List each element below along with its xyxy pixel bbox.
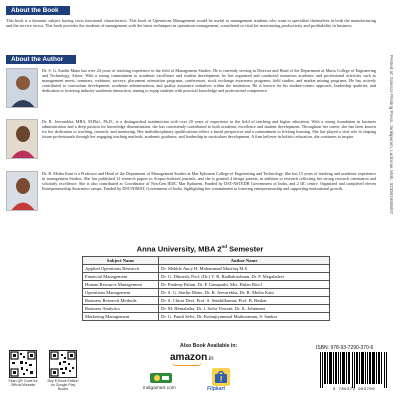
subject-cell: Business Analytics: [83, 305, 159, 313]
also-available-heading: Also Book Available in:: [180, 343, 238, 349]
table-row: [83, 265, 330, 273]
subject-cell: Human Resource Management: [83, 281, 159, 289]
author-bio: Dr. S. G. Starlin Mano has over 24 years of teaching experience in the field of Management Studies. He is currently serving as Director and Head of the Department at Maria College of Engineering and Technology, Attoor. With a strong commitment to academic excellence and student development, he has organized and conducted numerous academic and professional activities such as management meets, seminars, webinars, surveys, placement orientation programs, conferences, stock exchange awareness programs, field studies, and market mining programs. He has actively contributed to curriculum development, academic administration, and quality assurance initiatives within the institution. He is known for his student-centric approach, leadership qualities, and dedication to fostering industry-academia interaction, aiming to equip students with practical knowledge and professional competence.: [42, 68, 376, 93]
author-block: [6, 68, 376, 118]
about-book-heading: About the Book: [6, 6, 70, 15]
table-row: [83, 273, 330, 281]
barcode-icon: [318, 352, 390, 388]
table-row: [83, 289, 330, 297]
table-header-row: [83, 257, 330, 265]
author-block: [6, 171, 376, 231]
table-row: [83, 297, 330, 305]
author-cell: Dr. G. Dhinesh, Prof. (Dr.) V. R. Radhakrishnan, Dr. P. Megaladevi: [159, 273, 330, 281]
about-book-text: This book is a dynamic subject having cross functional characteristic. This book of Operations Management would be useful to management students who want to specialize themselves in both the manufacturing and the service sector. This book provides the students of management with the latest techniques in operations management, considered so vital for maximizing productivity and profitability in business.: [6, 18, 376, 29]
author-cell: Dr. Mekkle Ancy H, Mohammad Musfiaq M.S: [159, 265, 330, 273]
syllabus-title: Anna University, MBA 2nd Semester: [136, 244, 264, 254]
qr-code-icon[interactable]: [9, 350, 37, 378]
syllabus-table: [82, 256, 330, 321]
author-photo: [6, 68, 38, 108]
author-block: [6, 119, 376, 167]
author-bio: Dr. R. Metha Kani is a Professor and Head of the Department of Management Studies at Mar Ephraem College of Engineering and Technology. She has 15 years of teaching and academic experience in management Studies. She has published 12 research papers in Scopus-indexed journals, and she is granted 4 design patents, in addition to research reflecting her strong research orientation and scholarly excellence. She is also contributed as Coordinator of NewGen IEDC Mar Ephraem, Funded by DST-NSTEDB Government of India, and 2 IIC centre. Organized and completed eleven Entrepreneurship Awareness camps, Funded by DST/NIMAT, Government of India, highlighting her commitment to fostering entrepreneurship and supporting institutional growth.: [42, 171, 376, 191]
author-bio: Dr. R. Jeevarekha, MBA, M.Phil., Ph.D., is a distinguished academician with over 20 years of experience in the field of teaching and higher education. With a strong foundation in business administration and a deep passion for knowledge dissemination, she has consistently contributed to both academic excellence and student development. Throughout her career, she has been known for her dedication to teaching, research, and mentoring. Her multidisciplinary qualifications reflect a broad perspective and a commitment to lifelong learning. She has played a vital role in shaping future professionals through her engaging teaching methods, academic guidance, and leadership in curriculum development. A firm believer in holistic education, she continues to inspire.: [42, 119, 376, 139]
subject-cell: Financial Management: [83, 273, 159, 281]
author-cell: Dr. M. Hemalatha, Dr. J. Sofia Vincent, Dr. K. Johnmani: [159, 305, 330, 313]
about-author-heading: About the Author: [6, 55, 76, 64]
indigamart-label[interactable]: indigamart.com: [143, 386, 176, 391]
amazon-logo[interactable]: amazon.in: [170, 352, 214, 363]
table-row: [83, 313, 330, 321]
table-row: [83, 305, 330, 313]
qr-caption: Scan QR Code for Official Website: [8, 379, 38, 387]
printer-imprint: Printed at: Science Printing Press, Jankipuram, Lucknow. Mob.: 9235616506/07: [389, 55, 394, 215]
ebook-qr-block[interactable]: [46, 350, 80, 391]
website-qr-block[interactable]: [6, 350, 40, 387]
author-cell: Dr. Pradeep Palani, Dr. P. Ganapathi, Mrs. Bulan Rita.J: [159, 281, 330, 289]
author-cell: Dr. S. G. Starlin Mano, Dr. R. Jeevarekha, Dr. R. Metha Kani: [159, 289, 330, 297]
flipkart-label[interactable]: Flipkart: [207, 386, 226, 392]
subject-cell: Applied Operations Research: [83, 265, 159, 273]
qr-code-icon[interactable]: [49, 350, 77, 378]
author-cell: Dr. G. Pandi Selvi, Dr. Kolanjiyammal Muthuraman, S. Sankar: [159, 313, 330, 321]
amazon-smile-icon: [172, 362, 202, 366]
author-photo: [6, 171, 38, 211]
author-cell: Dr. S. Chitra Devi, Prof. S. Senthilkumar, Prof. B. Baskar: [159, 297, 330, 305]
indigamart-logo-icon[interactable]: [148, 371, 174, 385]
qr-caption: Buy E-Book Edition on Google Play Books: [47, 379, 79, 391]
table-row: [83, 281, 330, 289]
flipkart-logo-icon[interactable]: [212, 368, 230, 386]
subject-header: Subject Name: [83, 257, 159, 265]
svg-text:f: f: [219, 376, 223, 384]
author-header: Author Name: [159, 257, 330, 265]
isbn-label: ISBN: 978-93-7290-370-6: [316, 345, 374, 351]
subject-cell: Business Research Methods: [83, 297, 159, 305]
subject-cell: Marketing Management: [83, 313, 159, 321]
subject-cell: Operations Management: [83, 289, 159, 297]
author-photo: [6, 119, 38, 159]
barcode-number: 9 789372 903706: [332, 388, 375, 392]
